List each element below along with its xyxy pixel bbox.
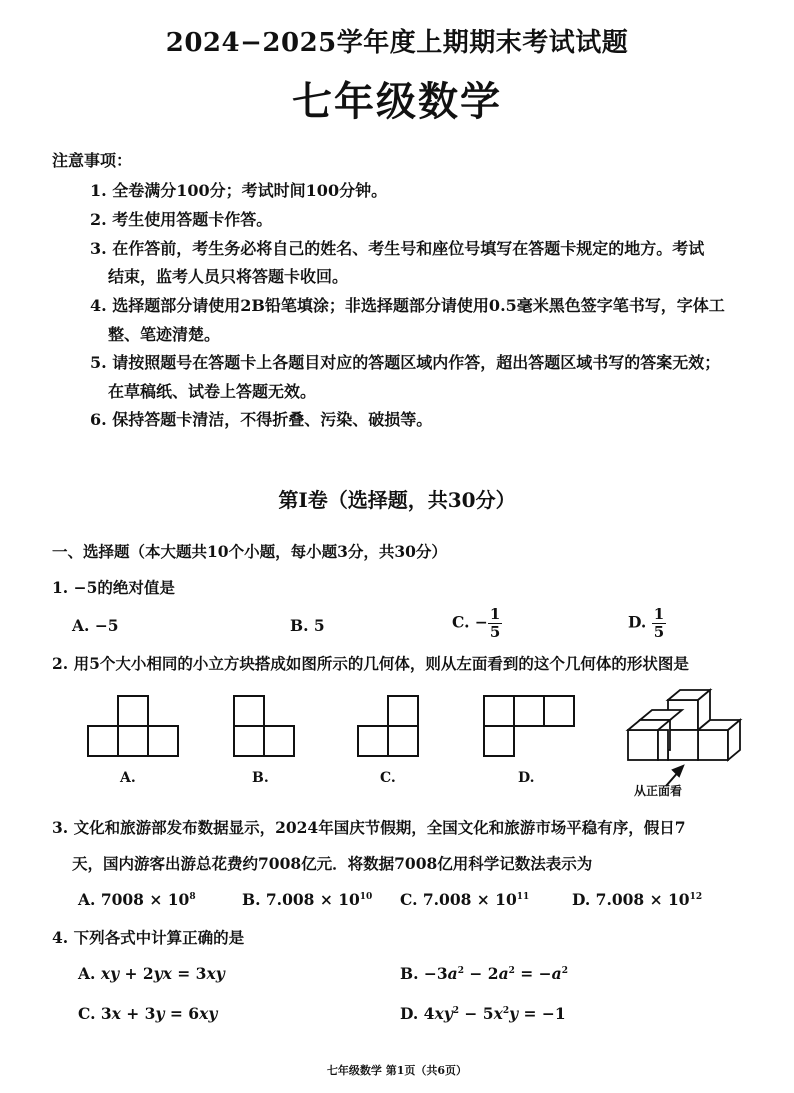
q2-figure-a bbox=[88, 696, 178, 756]
q4-option-c: C. 3x + 3y = 6xy bbox=[78, 1004, 218, 1023]
q3-c-exp: 11 bbox=[516, 891, 530, 902]
q3-option-a bbox=[78, 890, 196, 909]
question-3-line1: 3. 文化和旅游部发布数据显示，2024年国庆节假期，全国文化和旅游市场平稳有序，假日7 bbox=[52, 818, 686, 837]
q3-option-d bbox=[572, 890, 702, 909]
question-3-line2: 天，国内游客出游总花费约7008亿元．将数据7008亿用科学记数法表示为 bbox=[72, 854, 593, 873]
notice-line: 5. 请按照题号在答题卡上各题目对应的答题区域内作答，超出答题区域书写的答案无效； bbox=[90, 353, 721, 372]
q2-solid-figure bbox=[628, 690, 740, 760]
q2-figure-b bbox=[234, 696, 294, 756]
part-title: 一、选择题（本大题共10个小题，每小题3分，共30分） bbox=[52, 542, 447, 561]
notice-line: 2. 考生使用答题卡作答。 bbox=[90, 210, 273, 229]
question-2-stem: 2. 用5个大小相同的小立方块搭成如图所示的几何体，则从左面看到的这个几何体的形状图是 bbox=[52, 654, 689, 673]
q4-option-b: B. $-3a^2 - 2a^2 = -a^2$ bbox=[400, 964, 568, 983]
q1-option-b: B. 5 bbox=[290, 616, 325, 635]
q3-b-exp: 10 bbox=[359, 891, 373, 902]
notice-line: 6. 保持答题卡清洁，不得折叠、污染、破损等。 bbox=[90, 410, 433, 429]
q4-option-a: A. xy + 2yx = 3xy bbox=[78, 964, 225, 983]
q1-option-d bbox=[628, 606, 666, 641]
view-note: 从正面看 bbox=[634, 784, 683, 798]
q1-option-a: A. −5 bbox=[72, 616, 119, 635]
q3-option-b bbox=[242, 890, 372, 909]
notice-line: 1. 全卷满分100分；考试时间100分钟。 bbox=[90, 181, 388, 200]
fraction-numerator: 1 bbox=[653, 605, 665, 623]
fraction bbox=[488, 606, 502, 641]
q3-c-base: C. 7.008 × 10 bbox=[400, 890, 517, 909]
q2-figure-d bbox=[484, 696, 574, 756]
q4-option-d: D. $4xy^2 - 5x^2y = -1$ bbox=[400, 1004, 566, 1023]
q3-option-c bbox=[400, 890, 529, 909]
subject-title: 七年级数学 bbox=[292, 78, 502, 125]
notice-line: 整、笔迹清楚。 bbox=[108, 325, 221, 344]
q3-b-base: B. 7.008 × 10 bbox=[242, 890, 360, 909]
fraction-denominator: 5 bbox=[489, 623, 501, 641]
section-title: 第Ⅰ卷（选择题，共30分） bbox=[278, 488, 516, 512]
q2-label-d: D. bbox=[518, 770, 535, 786]
q1-option-d-prefix: D. bbox=[628, 612, 652, 632]
notice-line: 在草稿纸、试卷上答题无效。 bbox=[108, 382, 317, 401]
notice-line: 3. 在作答前，考生务必将自己的姓名、考生号和座位号填写在答题卡规定的地方。考试 bbox=[90, 239, 705, 258]
q2-label-a: A. bbox=[120, 770, 136, 786]
notice-heading: 注意事项： bbox=[52, 151, 133, 170]
q1-option-c-prefix: C. − bbox=[452, 612, 488, 632]
notice-line: 结束，监考人员只将答题卡收回。 bbox=[108, 267, 349, 286]
q2-label-b: B. bbox=[252, 770, 269, 786]
q3-d-exp: 12 bbox=[689, 891, 703, 902]
q3-a-exp: 8 bbox=[189, 891, 196, 902]
fraction-denominator: 5 bbox=[653, 623, 665, 641]
question-1-stem: 1. −5的绝对值是 bbox=[52, 578, 175, 597]
notice-line: 4. 选择题部分请使用2B铅笔填涂；非选择题部分请使用0.5毫米黑色签字笔书写，字体工 bbox=[90, 296, 725, 315]
exam-title: 2024−2025学年度上期期末考试试题 bbox=[165, 28, 629, 58]
fraction bbox=[652, 606, 666, 641]
q3-d-base: D. 7.008 × 10 bbox=[572, 890, 690, 909]
q3-a-base: A. 7008 × 10 bbox=[78, 890, 190, 909]
fraction-numerator: 1 bbox=[489, 605, 501, 623]
q2-label-c: C. bbox=[380, 770, 396, 786]
question-4-stem: 4. 下列各式中计算正确的是 bbox=[52, 928, 245, 947]
q1-option-c bbox=[452, 606, 502, 641]
q2-figure-c bbox=[358, 696, 418, 756]
page-footer: 七年级数学 第1页（共6页） bbox=[326, 1064, 468, 1077]
